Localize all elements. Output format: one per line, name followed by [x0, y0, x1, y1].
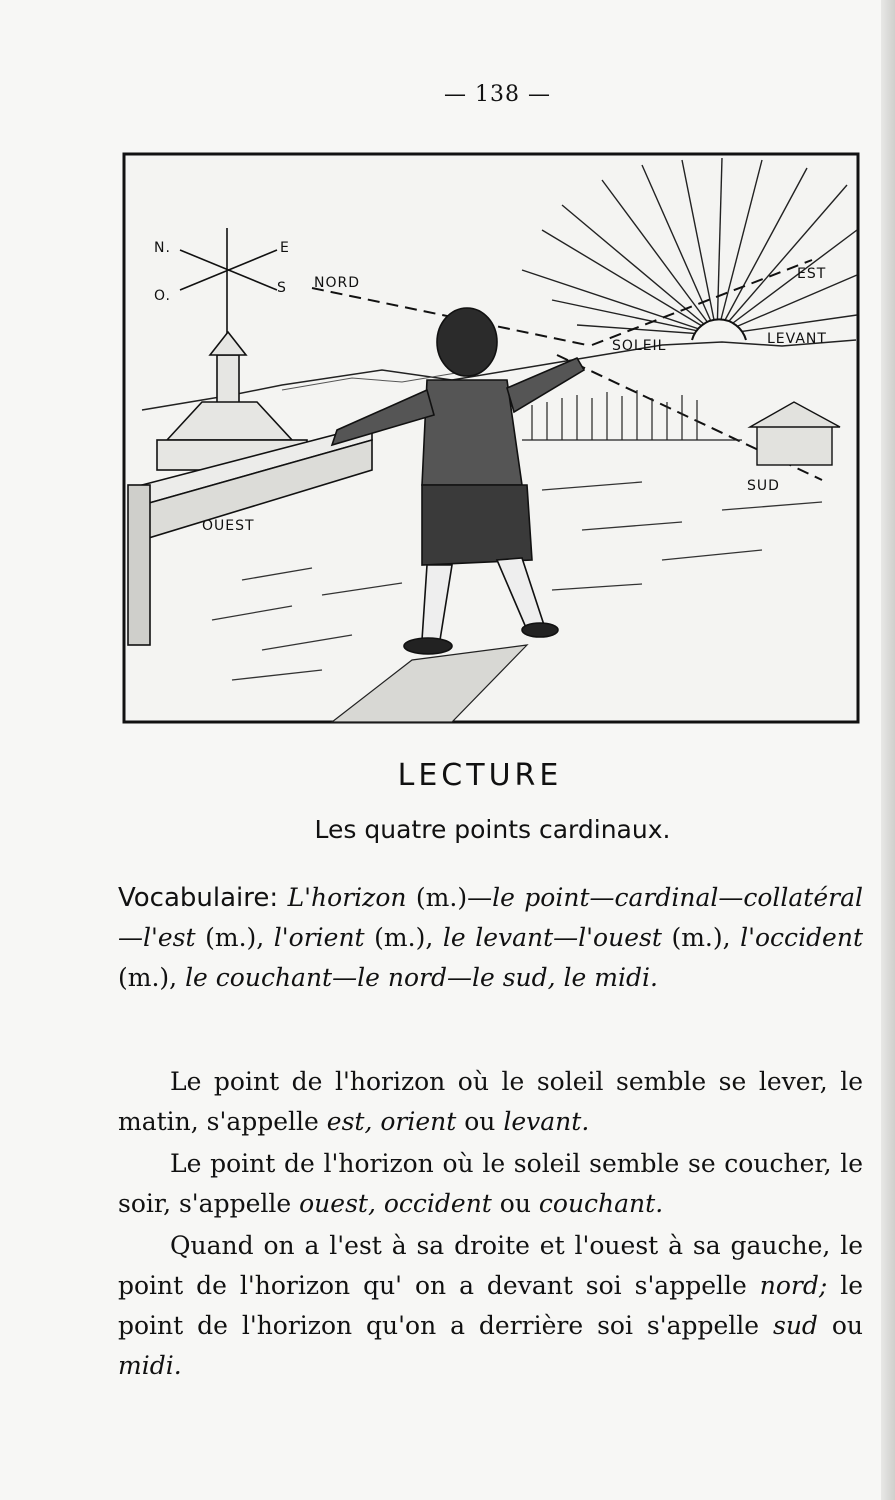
- vocab-term: le levant—l'ouest: [442, 923, 662, 952]
- paragraph-text: ou: [491, 1189, 539, 1218]
- paragraph-emphasis: levant.: [503, 1107, 590, 1136]
- paragraph-text: ou: [817, 1311, 863, 1340]
- page-edge: [881, 0, 895, 1500]
- label-sud: SUD: [747, 478, 780, 494]
- paragraph-emphasis: sud: [772, 1311, 818, 1340]
- vocab-gender: (m.),: [195, 923, 274, 952]
- paragraph-emphasis: est, orient: [326, 1107, 457, 1136]
- compass-label-o: O.: [154, 288, 171, 304]
- lecture-title: LECTURE: [397, 758, 563, 793]
- paragraph-text: ou: [456, 1107, 504, 1136]
- label-nord: NORD: [314, 275, 360, 291]
- compass-label-n: N.: [154, 240, 171, 256]
- paragraph-emphasis: nord;: [759, 1271, 828, 1300]
- paragraph-emphasis: ouest, occident: [299, 1189, 492, 1218]
- lecture-subtitle: Les quatre points cardinaux.: [314, 815, 671, 844]
- paragraph-est: [118, 1062, 863, 1142]
- paragraph-emphasis: couchant.: [538, 1189, 664, 1218]
- cardinal-points-illustration: [122, 140, 862, 725]
- vocab-gender: (m.)—: [406, 883, 493, 912]
- vocab-term: l'orient: [273, 923, 365, 952]
- paragraph-ouest: [118, 1144, 863, 1224]
- label-ouest: OUEST: [202, 518, 255, 534]
- vocab-term: le point—cardinal—collatéral—l'est: [118, 883, 863, 952]
- paragraph-text: Quand on a l'est à sa droite et l'ouest à sa gauche, le point de l'horizon qu' on a devant soi s'appelle: [118, 1231, 863, 1300]
- vocab-gender: (m.),: [364, 923, 443, 952]
- vocabulary-label: Vocabulaire:: [118, 883, 279, 913]
- vocab-gender: (m.),: [118, 963, 186, 992]
- paragraph-text: Le point de l'horizon où le soleil semble se lever, le matin, s'appelle: [118, 1067, 863, 1136]
- label-soleil: SOLEIL: [612, 338, 667, 354]
- paragraph-nord-sud: [118, 1226, 863, 1386]
- vocab-term: l'occident: [740, 923, 864, 952]
- paragraph-text: le point de l'horizon qu'on a derrière soi s'appelle: [118, 1271, 863, 1340]
- paragraph-text: Le point de l'horizon où le soleil semble se coucher, le soir, s'appelle: [118, 1149, 863, 1218]
- label-levant: LEVANT: [767, 331, 827, 347]
- vocabulary-block: [118, 878, 863, 998]
- paragraph-emphasis: midi.: [118, 1351, 182, 1380]
- compass-label-e: E: [280, 240, 290, 256]
- label-est: EST: [797, 266, 827, 282]
- compass-label-s: S: [277, 280, 287, 296]
- vocab-gender: (m.),: [661, 923, 741, 952]
- vocab-term: le couchant—le nord—le sud, le midi.: [185, 963, 658, 992]
- vocab-term: L'horizon: [287, 883, 407, 912]
- page-number: — 138 —: [444, 82, 551, 107]
